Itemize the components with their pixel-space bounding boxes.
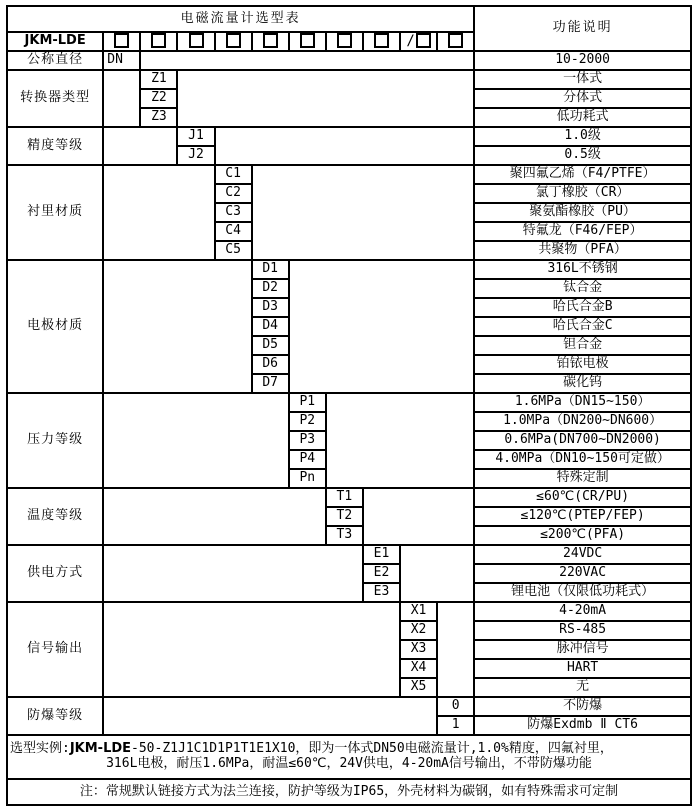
code-cell: D1 <box>252 260 289 279</box>
spacer-cell <box>252 165 475 260</box>
category-lining-material: 衬里材质 <box>7 165 103 260</box>
desc-cell: ≤60℃(CR/PU) <box>474 488 691 507</box>
spacer-cell <box>400 545 474 602</box>
code-cell: J2 <box>177 146 214 165</box>
model-code-slot <box>215 32 252 51</box>
code-cell: E3 <box>363 583 400 602</box>
checkbox-icon <box>226 33 241 48</box>
desc-cell: HART <box>474 659 691 678</box>
desc-cell: RS-485 <box>474 621 691 640</box>
model-code-slot <box>252 32 289 51</box>
spacer-cell <box>103 393 288 488</box>
checkbox-icon <box>263 33 278 48</box>
desc-cell: 低功耗式 <box>474 108 691 127</box>
desc-cell: 1.0MPa（DN200~DN600） <box>474 412 691 431</box>
model-code-slot <box>177 32 214 51</box>
category-temperature-class: 温度等级 <box>7 488 103 545</box>
desc-cell: 碳化钨 <box>474 374 691 393</box>
spacer-cell <box>103 127 177 165</box>
desc-cell: 聚四氟乙烯（F4/PTFE） <box>474 165 691 184</box>
code-cell: P4 <box>289 450 326 469</box>
code-cell: D4 <box>252 317 289 336</box>
spacer-cell <box>103 70 140 127</box>
note: 注：常规默认链接方式为法兰连接，防护等级为IP65，外壳材料为碳钢，如有特殊需求可定制 <box>7 779 691 805</box>
selection-example <box>7 735 691 779</box>
code-cell: 0 <box>437 697 474 716</box>
model-code-slot <box>363 32 400 51</box>
code-cell: D5 <box>252 336 289 355</box>
desc-cell: 哈氏合金C <box>474 317 691 336</box>
spacer-cell <box>289 260 475 393</box>
model-prefix-label: JKM-LDE <box>7 32 103 51</box>
code-cell: X5 <box>400 678 437 697</box>
spacer-cell <box>103 602 400 697</box>
spacer-cell <box>103 697 437 735</box>
function-description-header: 功能说明 <box>474 6 691 51</box>
code-cell: E1 <box>363 545 400 564</box>
code-cell: Z1 <box>140 70 177 89</box>
category-explosion-proof: 防爆等级 <box>7 697 103 735</box>
checkbox-icon <box>448 33 463 48</box>
model-code-slot <box>289 32 326 51</box>
desc-cell: 共聚物（PFA） <box>474 241 691 260</box>
desc-cell: 分体式 <box>474 89 691 108</box>
model-code-slot <box>400 32 437 51</box>
desc-cell: 316L不锈钢 <box>474 260 691 279</box>
desc-cell: 脉冲信号 <box>474 640 691 659</box>
code-cell: D7 <box>252 374 289 393</box>
spacer-cell <box>103 165 214 260</box>
spacer-cell <box>140 51 474 70</box>
desc-cell: 0.5级 <box>474 146 691 165</box>
desc-cell: 10-2000 <box>474 51 691 70</box>
code-cell: P1 <box>289 393 326 412</box>
desc-cell: 24VDC <box>474 545 691 564</box>
desc-cell: 钽合金 <box>474 336 691 355</box>
desc-cell: 无 <box>474 678 691 697</box>
code-cell: DN <box>103 51 140 70</box>
code-cell: X3 <box>400 640 437 659</box>
spacer-cell <box>103 488 326 545</box>
desc-cell: 聚氨酯橡胶（PU） <box>474 203 691 222</box>
desc-cell: 0.6MPa(DN700~DN2000) <box>474 431 691 450</box>
spacer-cell <box>437 602 474 697</box>
code-cell: E2 <box>363 564 400 583</box>
code-cell: D3 <box>252 298 289 317</box>
desc-cell: 防爆Exdmb Ⅱ CT6 <box>474 716 691 735</box>
category-nominal-diameter: 公称直径 <box>7 51 103 70</box>
checkbox-icon <box>114 33 129 48</box>
code-cell: Z3 <box>140 108 177 127</box>
code-cell: P3 <box>289 431 326 450</box>
spacer-cell <box>103 545 363 602</box>
spacer-cell <box>103 260 251 393</box>
code-cell: P2 <box>289 412 326 431</box>
desc-cell: 氯丁橡胶（CR） <box>474 184 691 203</box>
desc-cell: 特殊定制 <box>474 469 691 488</box>
code-cell: J1 <box>177 127 214 146</box>
desc-cell: 4.0MPa（DN10~150可定做） <box>474 450 691 469</box>
code-cell: T3 <box>326 526 363 545</box>
code-cell: T2 <box>326 507 363 526</box>
spacer-cell <box>326 393 474 488</box>
model-code-slot <box>103 32 140 51</box>
desc-cell: 220VAC <box>474 564 691 583</box>
example-model: JKM-LDE <box>69 741 132 757</box>
category-pressure-class: 压力等级 <box>7 393 103 488</box>
code-cell: Z2 <box>140 89 177 108</box>
desc-cell: 钛合金 <box>474 279 691 298</box>
desc-cell: 1.0级 <box>474 127 691 146</box>
category-converter-type: 转换器类型 <box>7 70 103 127</box>
code-cell: T1 <box>326 488 363 507</box>
checkbox-icon <box>300 33 315 48</box>
desc-cell: ≤120℃(PTEP/FEP) <box>474 507 691 526</box>
category-power-supply: 供电方式 <box>7 545 103 602</box>
code-cell: C4 <box>215 222 252 241</box>
model-code-slot <box>437 32 474 51</box>
model-code-slot <box>140 32 177 51</box>
code-cell: X4 <box>400 659 437 678</box>
desc-cell: 一体式 <box>474 70 691 89</box>
desc-cell: 特氟龙（F46/FEP） <box>474 222 691 241</box>
code-cell: D2 <box>252 279 289 298</box>
category-signal-output: 信号输出 <box>7 602 103 697</box>
code-cell: X1 <box>400 602 437 621</box>
checkbox-icon <box>416 33 431 48</box>
code-cell: C5 <box>215 241 252 260</box>
checkbox-icon <box>337 33 352 48</box>
code-cell: C1 <box>215 165 252 184</box>
slash-separator: / <box>406 33 415 50</box>
checkbox-icon <box>189 33 204 48</box>
desc-cell: 1.6MPa（DN15~150） <box>474 393 691 412</box>
spacer-cell <box>363 488 474 545</box>
checkbox-icon <box>151 33 166 48</box>
checkbox-icon <box>374 33 389 48</box>
code-cell: Pn <box>289 469 326 488</box>
table-title: 电磁流量计选型表 <box>7 6 474 32</box>
category-accuracy-class: 精度等级 <box>7 127 103 165</box>
example-rest: -50-Z1J1C1D1P1T1E1X10，即为一体式DN50电磁流量计,1.0%精度，四氟衬里， <box>131 741 613 757</box>
flowmeter-selection-table <box>6 5 692 806</box>
code-cell: 1 <box>437 716 474 735</box>
example-prefix: 选型实例: <box>10 741 70 757</box>
spacer-cell <box>177 70 474 127</box>
desc-cell: 4-20mA <box>474 602 691 621</box>
selection-example-line2: 316L电极，耐压1.6MPa，耐温≤60℃，24V供电，4-20mA信号输出，不带防爆功能 <box>106 756 592 771</box>
desc-cell: ≤200℃(PFA) <box>474 526 691 545</box>
code-cell: C3 <box>215 203 252 222</box>
category-electrode-material: 电极材质 <box>7 260 103 393</box>
code-cell: C2 <box>215 184 252 203</box>
selection-example-line1 <box>10 742 688 757</box>
desc-cell: 铂铱电极 <box>474 355 691 374</box>
code-cell: D6 <box>252 355 289 374</box>
desc-cell: 不防爆 <box>474 697 691 716</box>
desc-cell: 锂电池（仅限低功耗式） <box>474 583 691 602</box>
model-code-slot <box>326 32 363 51</box>
spacer-cell <box>215 127 475 165</box>
desc-cell: 哈氏合金B <box>474 298 691 317</box>
code-cell: X2 <box>400 621 437 640</box>
